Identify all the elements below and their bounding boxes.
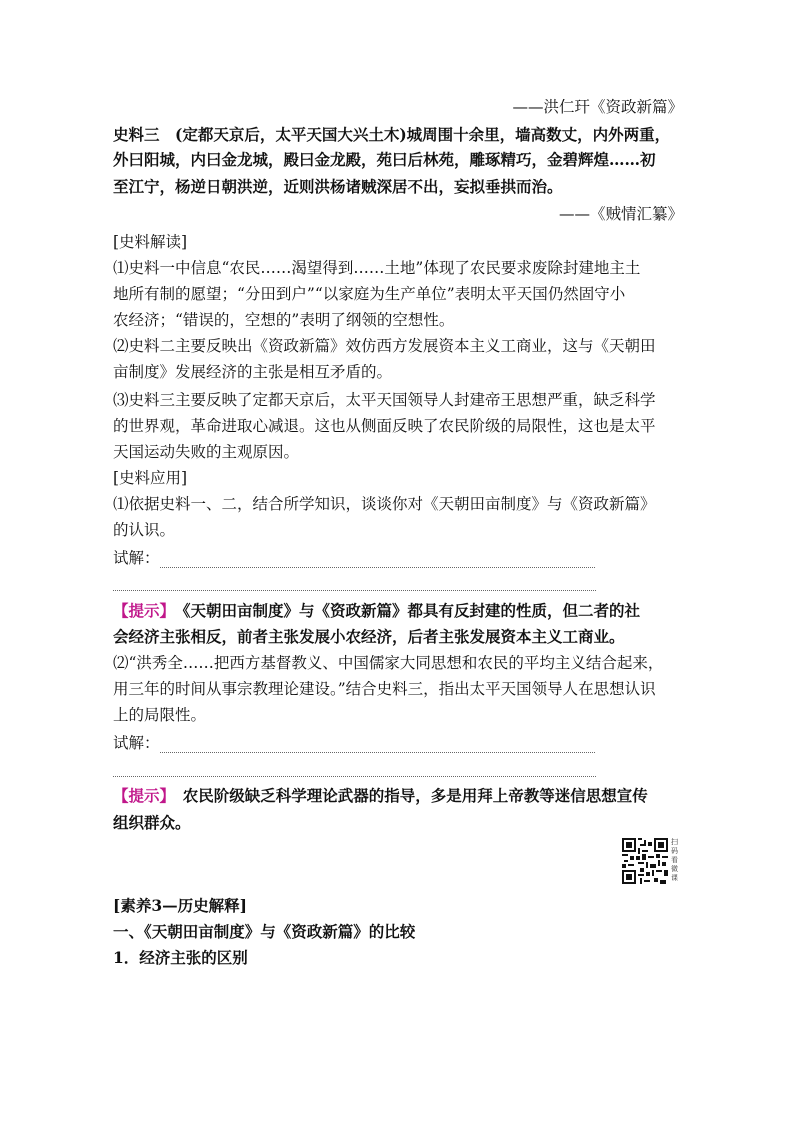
qr-code-icon[interactable]	[622, 838, 668, 884]
hint2-tag: 【提示】	[113, 786, 168, 805]
section-subtitle: 1．经济主张的区别	[113, 948, 248, 967]
answer1-row	[113, 548, 683, 568]
answer1-input[interactable]	[160, 553, 595, 568]
answer2-label: 试解：	[113, 734, 160, 752]
interpretation-heading: [史料解读]	[113, 233, 188, 251]
question2-line-1: ⑵“洪秀全……把西方基督教义、中国儒家大同思想和农民的平均主义结合起来，	[113, 654, 664, 672]
answer1-input-line-2[interactable]	[113, 590, 596, 591]
interpretation-line-2: 地所有制的愿望；“分田到户”“以家庭为生产单位”表明太平天国仍然固守小	[113, 285, 626, 303]
question1-line-2: 的认识。	[113, 521, 176, 539]
source3-line-2: 外曰阳城，内曰金龙城，殿曰金龙殿，苑曰后林苑，雕琢精巧，金碧辉煌……初	[113, 150, 656, 169]
interpretation-line-1: ⑴史料一中信息“农民……渴望得到……土地”体现了农民要求废除封建地主土	[113, 259, 641, 277]
question1-line-1: ⑴依据史料一、二，结合所学知识，谈谈你对《天朝田亩制度》与《资政新篇》	[113, 495, 656, 513]
answer2-row	[113, 733, 683, 753]
hint2-line-1	[113, 786, 683, 806]
application-heading: [史料应用]	[113, 469, 188, 487]
interpretation-line-6: ⑶史料三主要反映了定都天京后，太平天国领导人封建帝王思想严重，缺乏科学	[113, 391, 656, 409]
answer1-label: 试解：	[113, 549, 160, 567]
interpretation-line-4: ⑵史料二主要反映出《资政新篇》效仿西方发展资本主义工商业，这与《天朝田	[113, 337, 656, 355]
answer2-input[interactable]	[160, 738, 595, 753]
hint2-line-2: 组织群众。	[113, 813, 191, 832]
source3-line-3: 至江宁，杨逆日朝洪逆，近则洪杨诸贼深居不出，妄拟垂拱而治。	[113, 177, 563, 196]
hint1-line-2: 会经济主张相反，前者主张发展小农经济，后者主张发展资本主义工商业。	[113, 627, 625, 646]
interpretation-line-3: 农经济；“错误的，空想的”表明了纲领的空想性。	[113, 311, 455, 329]
answer2-input-line-2[interactable]	[113, 776, 596, 777]
hint1-tag: 【提示】	[113, 601, 168, 620]
source1-author: ——洪仁玕《资政新篇》	[512, 98, 683, 116]
section-title: 一、《天朝田亩制度》与《资政新篇》的比较	[113, 922, 416, 941]
source3-author: ——《贼情汇纂》	[558, 205, 683, 223]
source3-line-1: 史料三 (定都天京后，太平天国大兴土木)城周围十余里，墙高数丈，内外两重，	[113, 125, 671, 144]
literacy-heading: [素养3—历史解释]	[113, 896, 247, 915]
interpretation-line-5: 亩制度》发展经济的主张是相互矛盾的。	[113, 363, 393, 381]
qr-caption: 扫码看微课	[671, 838, 678, 882]
hint1-line-1	[113, 601, 683, 621]
question2-line-2: 用三年的时间从事宗教理论建设。”结合史料三，指出太平天国领导人在思想认识	[113, 680, 656, 698]
interpretation-line-8: 天国运动失败的主观原因。	[113, 443, 300, 461]
hint1-text-1: 《天朝田亩制度》与《资政新篇》都具有反封建的性质，但二者的社	[167, 601, 641, 620]
interpretation-line-7: 的世界观，革命进取心减退。这也从侧面反映了农民阶级的局限性，这也是太平	[113, 417, 656, 435]
question2-line-3: 上的局限性。	[113, 706, 207, 724]
hint2-text-1: 农民阶级缺乏科学理论武器的指导，多是用拜上帝教等迷信思想宣传	[167, 786, 648, 805]
